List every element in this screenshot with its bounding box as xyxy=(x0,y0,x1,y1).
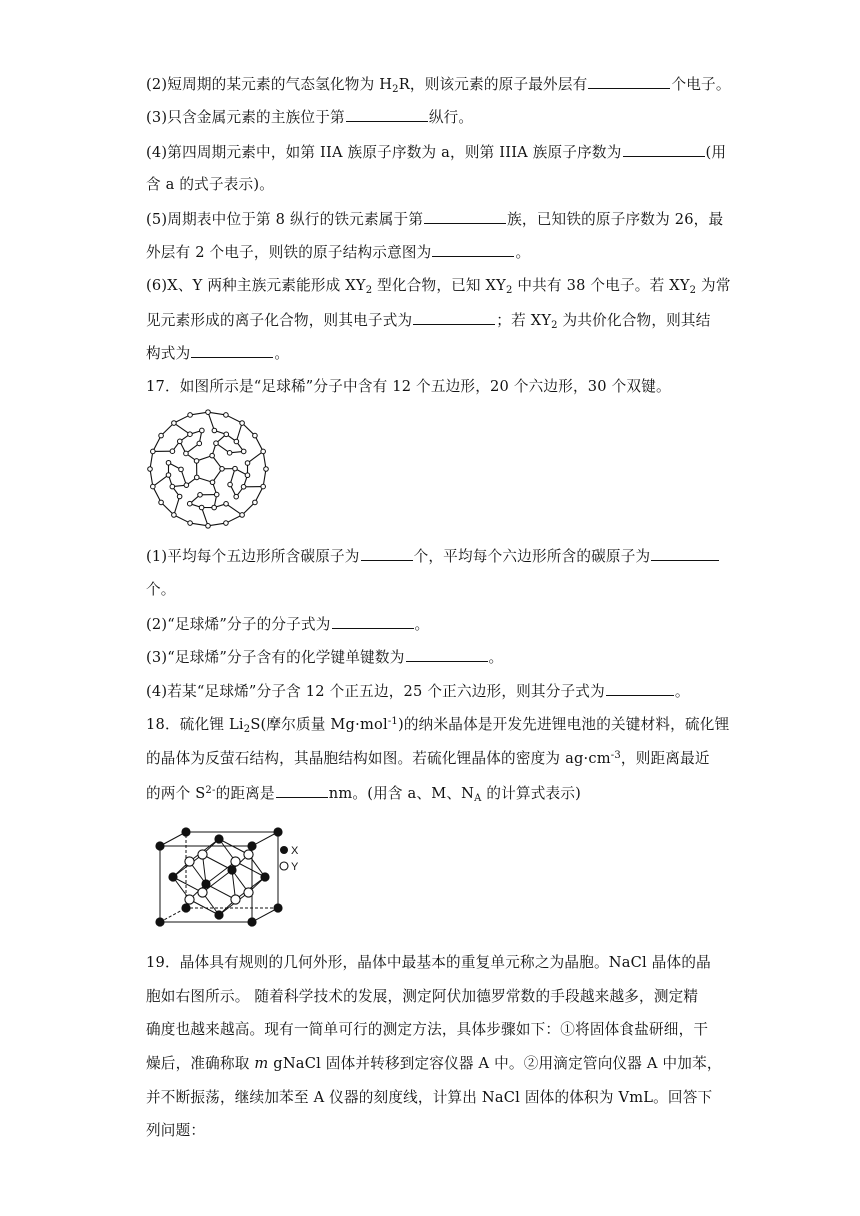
q18-line2: 的晶体为反萤石结构，其晶胞结构如图。若硫化锂晶体的密度为 $ag\cdot cm^{-3}$，则距离最近 xyxy=(146,750,710,767)
carbon-atom xyxy=(233,466,238,471)
bond-line xyxy=(202,508,208,526)
carbon-atom xyxy=(197,441,202,446)
bond-line xyxy=(174,423,190,434)
x-atom xyxy=(247,917,256,926)
x-atom xyxy=(181,827,190,836)
carbon-atom xyxy=(234,494,239,499)
q16-part2: (2)短周期的某元素的气态氢化物为 $H_2R$，则该元素的原子最外层有 个电子。 xyxy=(146,76,731,95)
carbon-atom xyxy=(224,432,229,437)
answer-blank[interactable] xyxy=(406,647,488,662)
x-atom xyxy=(260,872,269,881)
q17-stem: 17．如图所示是“足球稀”分子中含有 12 个五边形，20 个六边形，30 个双键。 xyxy=(146,378,671,395)
answer-blank[interactable] xyxy=(361,546,413,561)
x-atom xyxy=(214,834,223,843)
q18-line1: 18．硫化锂 $Li_2S$(摩尔质量 Mg·mol$^{-1}$)的纳米晶体是开发先进锂电池的关键材料，硫化锂 xyxy=(146,716,730,735)
q16-part6: (6)X、Y 两种主族元素能形成 $XY_2$ 型化合物，已知 $XY_2$ 中共有 38 个电子。若 $XY_2$ 为常 xyxy=(146,277,731,296)
carbon-atom xyxy=(253,500,258,505)
carbon-atom xyxy=(206,524,211,529)
q16-part6-cont: 见元素形成的离子化合物，则其电子式为 ；若 $XY_2$ 为共价化合物，则其结 xyxy=(146,312,711,331)
q16-part5-cont: 外层有 2 个电子，则铁的原子结构示意图为 。 xyxy=(146,244,531,261)
carbon-atom xyxy=(177,439,182,444)
carbon-atom xyxy=(245,473,250,478)
q19-line2: 胞如右图所示。 随着科学技术的发展，测定阿伏加德罗常数的手段越来越多，测定精 xyxy=(146,988,699,1005)
x-atom xyxy=(247,841,256,850)
fullerene-figure xyxy=(144,408,274,530)
x-atom xyxy=(227,865,236,874)
q16-part4: (4)第四周期元素中，如第 IIA 族原子序数为 a，则第 IIIA 族原子序数为 (用 xyxy=(146,144,727,161)
carbon-atom xyxy=(166,473,171,478)
carbon-atom xyxy=(188,413,193,418)
x-atom xyxy=(273,827,282,836)
carbon-atom xyxy=(224,521,229,526)
answer-blank[interactable] xyxy=(413,310,495,325)
carbon-atom xyxy=(234,439,239,444)
carbon-atom xyxy=(210,480,215,485)
q16-part4-cont: 含 a 的式子表示)。 xyxy=(146,176,275,193)
x-atom xyxy=(181,903,190,912)
answer-blank[interactable] xyxy=(191,343,273,358)
carbon-atom xyxy=(206,410,211,415)
carbon-atom xyxy=(224,413,229,418)
q18-line3: 的两个 $S^{2-}$的距离是 nm。(用含 a、M、$N_A$ 的计算式表示) xyxy=(146,785,582,804)
bond-line xyxy=(248,451,264,463)
carbon-atom xyxy=(228,482,233,487)
carbon-atom xyxy=(151,484,156,489)
x-atom xyxy=(214,910,223,919)
carbon-atom xyxy=(159,433,164,438)
q16-part6-cont2: 构式为 。 xyxy=(146,345,290,362)
answer-blank[interactable] xyxy=(276,783,328,798)
answer-blank[interactable] xyxy=(623,142,705,157)
bond-line xyxy=(236,423,242,441)
carbon-atom xyxy=(227,451,232,456)
x-atom xyxy=(155,841,164,850)
carbon-atom xyxy=(220,467,225,472)
carbon-atom xyxy=(184,483,189,488)
q16-part3: (3)只含金属元素的主族位于第 纵行。 xyxy=(146,109,474,126)
carbon-atom xyxy=(166,460,171,465)
carbon-atom xyxy=(241,449,246,454)
crystal-cell-figure xyxy=(150,820,310,928)
carbon-atom xyxy=(148,467,153,472)
carbon-atom xyxy=(188,432,193,437)
q17-part1: (1)平均每个五边形所含碳原子为 个，平均每个六边形所含的碳原子为 xyxy=(146,546,720,567)
carbon-atom xyxy=(194,459,199,464)
carbon-atom xyxy=(188,521,193,526)
y-atom xyxy=(198,888,207,897)
y-atom xyxy=(231,857,240,866)
answer-blank[interactable] xyxy=(606,681,674,696)
answer-blank[interactable] xyxy=(332,614,414,629)
bond-line xyxy=(208,412,214,430)
bond-line xyxy=(153,475,169,487)
carbon-atom xyxy=(172,421,177,426)
y-atom xyxy=(244,850,253,859)
answer-blank[interactable] xyxy=(651,546,719,561)
carbon-atom xyxy=(224,502,229,507)
carbon-atom xyxy=(170,484,175,489)
carbon-atom xyxy=(253,433,258,438)
q19-line3: 确度也越来越高。现有一简单可行的测定方法，具体步骤如下：①将固体食盐研细，干 xyxy=(146,1021,709,1038)
q19-line6: 列问题： xyxy=(146,1122,206,1139)
bond-line xyxy=(226,504,242,515)
carbon-atom xyxy=(240,513,245,518)
carbon-atom xyxy=(261,484,266,489)
carbon-atom xyxy=(172,513,177,518)
carbon-atom xyxy=(200,428,205,433)
x-atom xyxy=(168,872,177,881)
carbon-atom xyxy=(151,449,156,454)
q17-part3: (3)“足球烯”分子含有的化学键单键数为 。 xyxy=(146,649,504,666)
answer-blank[interactable] xyxy=(346,107,428,122)
q19-line5: 并不断振荡，继续加苯至 A 仪器的刻度线，计算出 NaCl 固体的体积为 VmL。回答下 xyxy=(146,1089,713,1106)
legend-x-marker xyxy=(280,846,288,854)
y-atom xyxy=(198,850,207,859)
carbon-atom xyxy=(199,505,204,510)
y-atom xyxy=(185,895,194,904)
carbon-atom xyxy=(159,500,164,505)
carbon-atom xyxy=(184,451,189,456)
carbon-atom xyxy=(261,449,266,454)
carbon-atom xyxy=(214,441,219,446)
q16-part5: (5)周期表中位于第 8 纵行的铁元素属于第 族，已知铁的原子序数为 26，最 xyxy=(146,211,724,228)
carbon-atom xyxy=(212,428,217,433)
carbon-atom xyxy=(245,461,250,466)
legend-y-label: Y xyxy=(291,861,299,873)
answer-blank[interactable] xyxy=(424,209,506,224)
carbon-atom xyxy=(177,494,182,499)
q17-part1-cont: 个。 xyxy=(146,581,176,598)
legend-y-marker xyxy=(280,862,288,870)
carbon-atom xyxy=(241,485,246,490)
carbon-atom xyxy=(214,492,219,497)
carbon-atom xyxy=(198,492,203,497)
q19-line4: 燥后，准确称取 m gNaCl 固体并转移到定容仪器 A 中。②用滴定管向仪器 A 中加苯， xyxy=(146,1055,722,1072)
carbon-atom xyxy=(210,453,215,458)
bond-line xyxy=(174,496,180,514)
carbon-atom xyxy=(240,421,245,426)
y-atom xyxy=(185,857,194,866)
x-atom xyxy=(273,903,282,912)
carbon-atom xyxy=(170,449,175,454)
carbon-atom xyxy=(187,501,192,506)
y-atom xyxy=(231,895,240,904)
carbon-atom xyxy=(264,467,269,472)
q19-line1: 19．晶体具有规则的几何外形，晶体中最基本的重复单元称之为晶胞。NaCl 晶体的晶 xyxy=(146,954,711,971)
q17-part4: (4)若某“足球烯”分子含 12 个正五边，25 个正六边形，则其分子式为 。 xyxy=(146,683,690,700)
x-atom xyxy=(201,879,210,888)
carbon-atom xyxy=(179,467,184,472)
answer-blank[interactable] xyxy=(432,242,514,257)
carbon-atom xyxy=(212,505,217,510)
y-atom xyxy=(244,888,253,897)
carbon-atom xyxy=(194,475,199,480)
answer-blank[interactable] xyxy=(588,74,670,89)
q17-part2: (2)“足球烯”分子的分子式为 。 xyxy=(146,616,430,633)
x-atom xyxy=(155,917,164,926)
legend-x-label: X xyxy=(291,845,299,857)
